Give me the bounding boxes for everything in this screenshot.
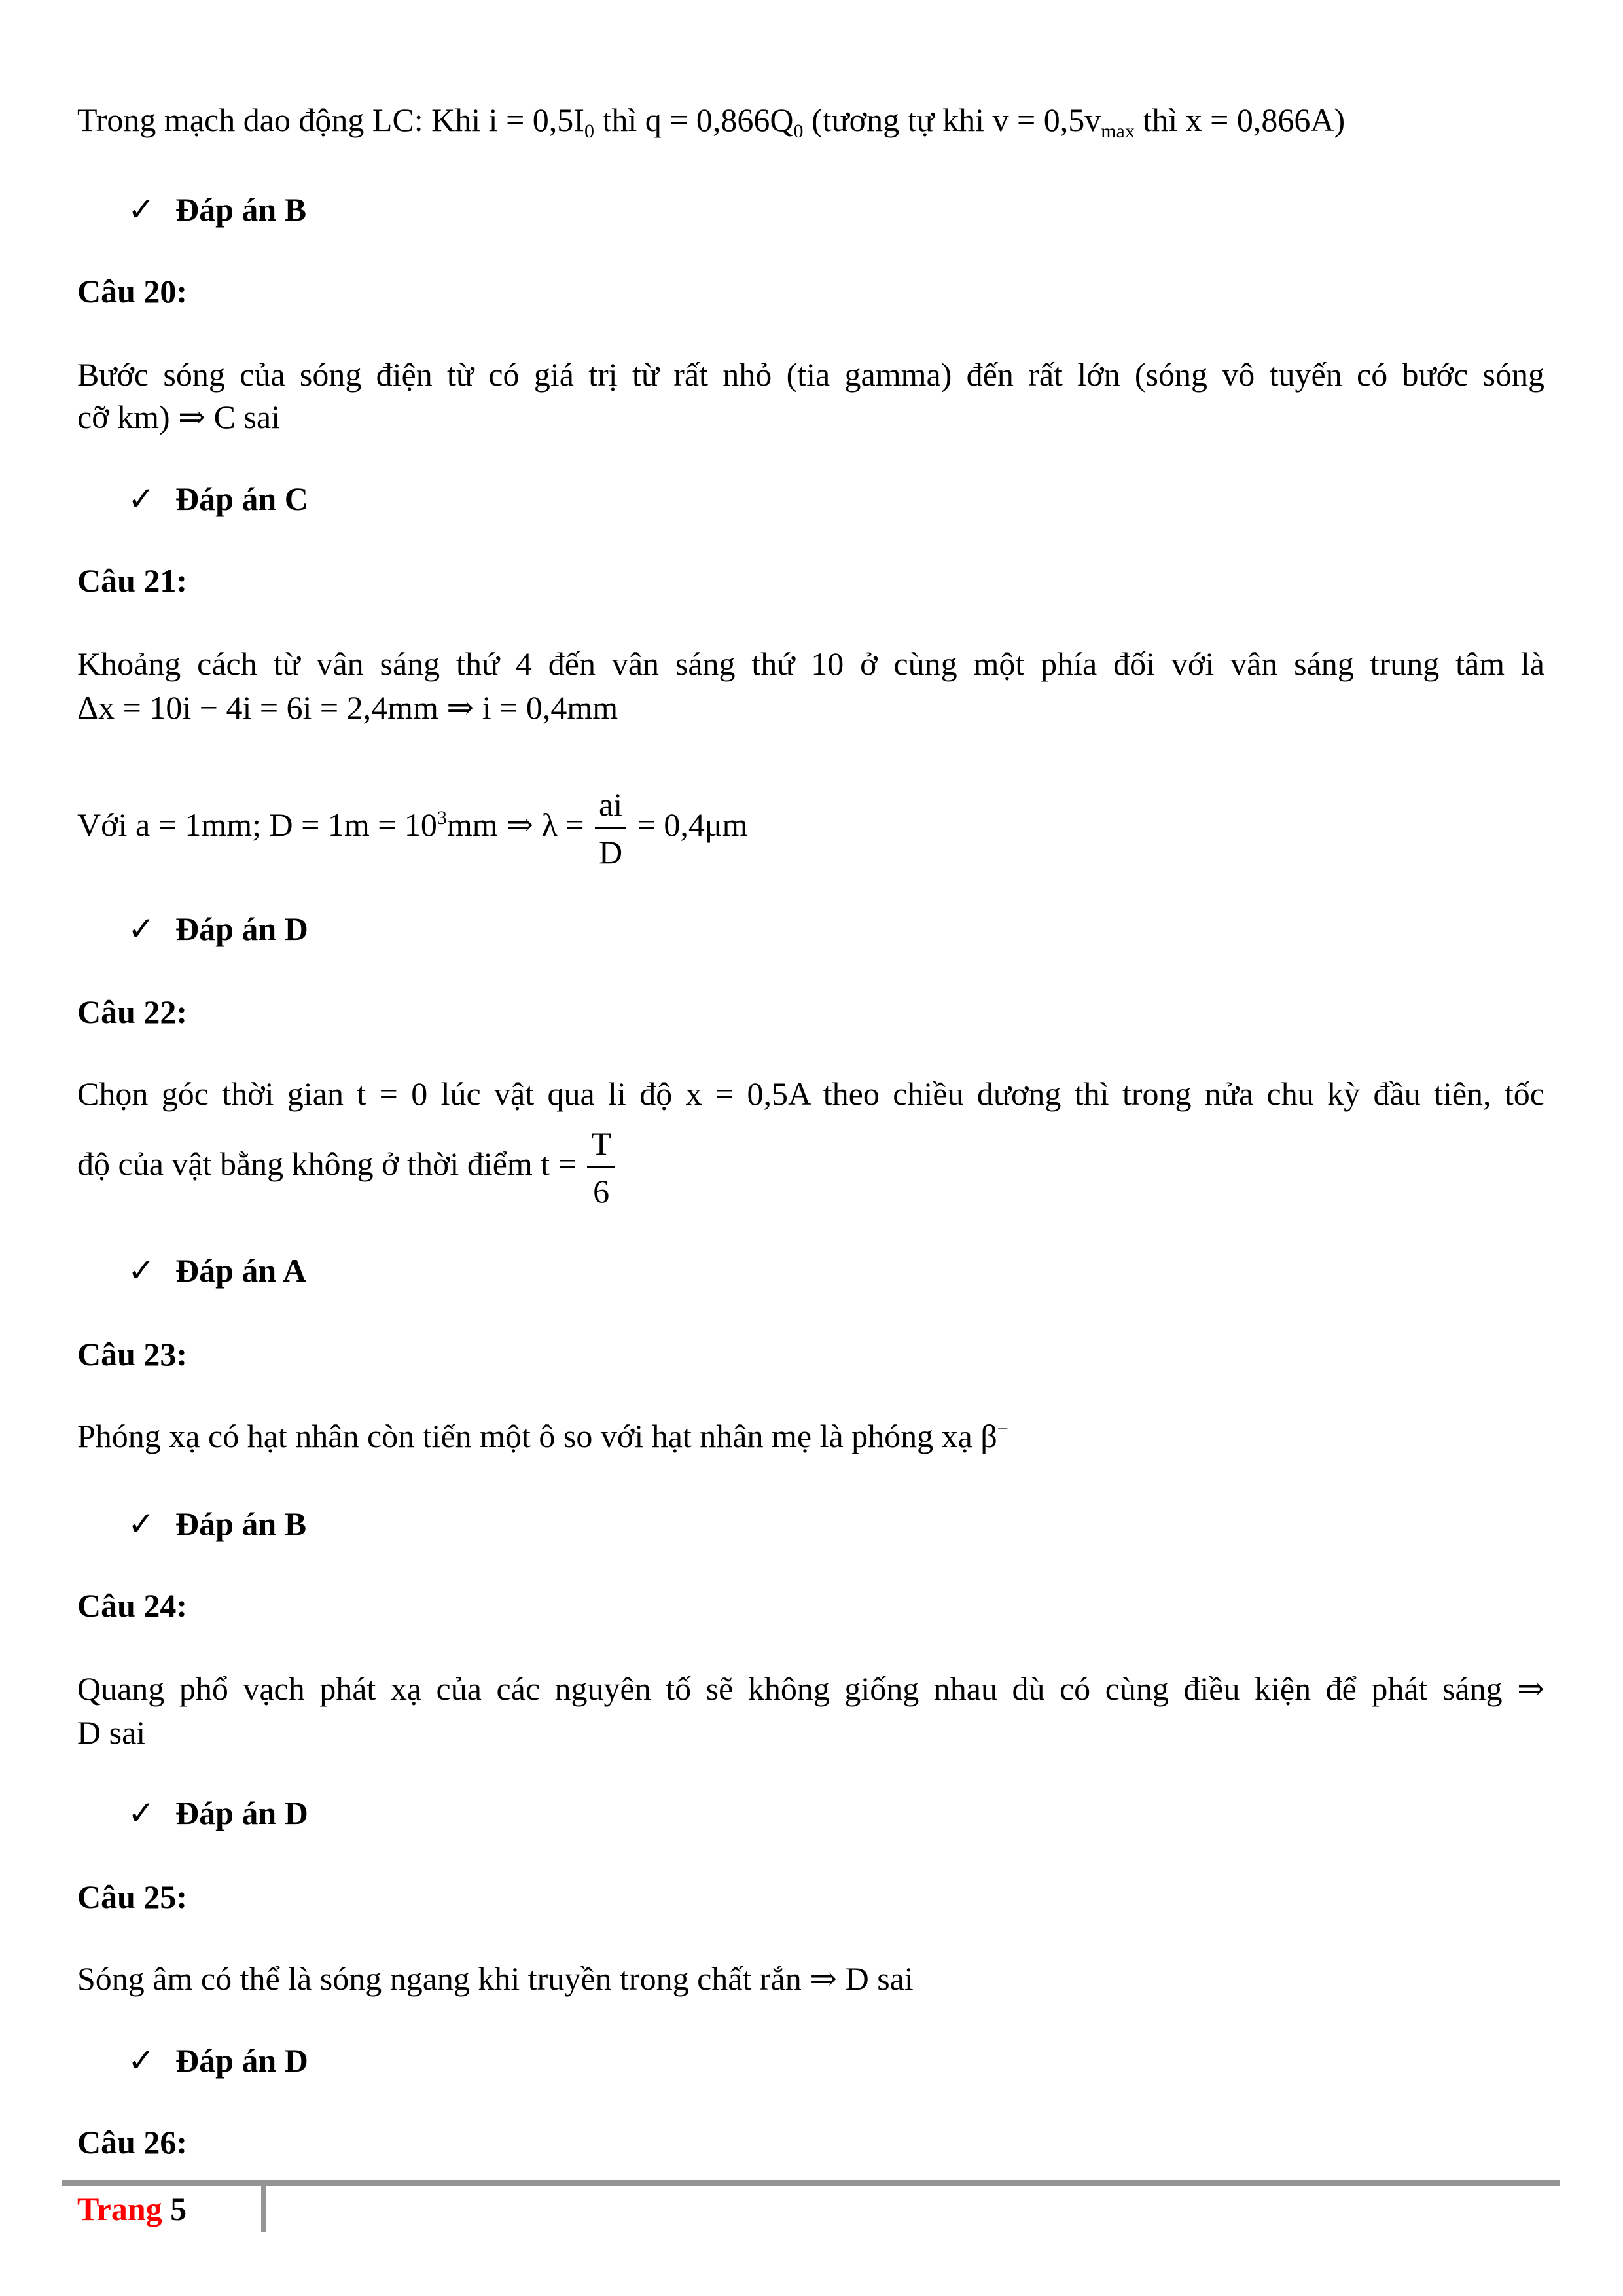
text-line	[77, 100, 1346, 142]
formula-line	[77, 779, 748, 875]
check-icon: ✓	[128, 191, 155, 228]
page-footer	[77, 2189, 187, 2229]
page-number: 5	[170, 2191, 187, 2227]
text-line: cỡ km) ⇒ C sai	[77, 399, 280, 435]
text-line: Khoảng cách từ vân sáng thứ 4 đến vân sáng thứ 10 ở cùng một phía đối với vân sáng trung tâm là	[77, 645, 1544, 682]
text: Phóng xạ có hạt nhân còn tiến một ô so với hạt nhân mẹ là phóng xạ β	[77, 1418, 997, 1454]
text: Trong mạch dao động LC: Khi i = 0,5I	[77, 101, 584, 138]
check-icon: ✓	[128, 480, 155, 517]
answer-label: Đáp án D	[175, 1795, 308, 1831]
text-line	[77, 1416, 1008, 1456]
text-line: Bước sóng của sóng điện từ có giá trị từ rất nhỏ (tia gamma) đến rất lớn (sóng vô tuyến có bước sóng	[77, 356, 1544, 393]
text: thì x = 0,866A)	[1134, 101, 1346, 138]
check-icon: ✓	[128, 910, 155, 947]
formula-line	[77, 1118, 618, 1214]
answer-line	[128, 2041, 308, 2080]
text: thì q = 0,866Q	[594, 101, 794, 138]
answer-line	[128, 190, 306, 229]
footer-divider	[261, 2186, 266, 2232]
check-icon: ✓	[128, 1795, 155, 1831]
answer-line	[128, 1504, 306, 1543]
text: mm ⇒ λ =	[446, 806, 593, 843]
fraction	[595, 781, 626, 875]
answer-line	[128, 909, 308, 948]
text: (tương tự khi v = 0,5v	[803, 101, 1101, 138]
answer-label: Đáp án A	[175, 1252, 307, 1289]
text: = 0,4μm	[629, 806, 748, 843]
question-heading: Câu 24:	[77, 1587, 188, 1624]
numerator: ai	[595, 781, 626, 829]
question-heading: Câu 26:	[77, 2124, 188, 2161]
answer-label: Đáp án D	[175, 910, 308, 947]
fraction	[587, 1121, 615, 1214]
question-heading: Câu 21:	[77, 562, 188, 599]
subscript: max	[1101, 120, 1135, 142]
answer-line	[128, 479, 308, 518]
denominator: D	[599, 834, 623, 871]
text: Với a = 1mm; D = 1m = 10	[77, 806, 437, 843]
question-heading: Câu 25:	[77, 1878, 188, 1915]
text-line: D sai	[77, 1714, 146, 1751]
text-line: Sóng âm có thể là sóng ngang khi truyền trong chất rắn ⇒ D sai	[77, 1960, 914, 1997]
check-icon: ✓	[128, 1252, 155, 1289]
text-line: Δx = 10i − 4i = 6i = 2,4mm ⇒ i = 0,4mm	[77, 689, 618, 726]
check-icon: ✓	[128, 2042, 155, 2079]
answer-label: Đáp án C	[175, 480, 308, 517]
question-heading: Câu 20:	[77, 273, 188, 310]
answer-line	[128, 1793, 308, 1833]
subscript: 0	[793, 120, 804, 142]
footer-label: Trang	[77, 2191, 162, 2227]
text-line: Quang phổ vạch phát xạ của các nguyên tố sẽ không giống nhau dù có cùng điều kiện để phát sáng ⇒	[77, 1670, 1544, 1707]
answer-label: Đáp án D	[175, 2042, 308, 2079]
question-heading: Câu 22:	[77, 994, 188, 1030]
numerator: T	[587, 1121, 615, 1168]
answer-label: Đáp án B	[175, 1505, 307, 1542]
answer-line	[128, 1251, 306, 1290]
subscript: 0	[584, 120, 594, 142]
footer-rule	[62, 2180, 1560, 2186]
check-icon: ✓	[128, 1505, 155, 1542]
superscript: −	[997, 1418, 1008, 1440]
answer-label: Đáp án B	[175, 191, 307, 228]
text: độ của vật bằng không ở thời điểm t =	[77, 1145, 585, 1182]
question-heading: Câu 23:	[77, 1336, 188, 1372]
superscript: 3	[437, 807, 447, 829]
denominator: 6	[593, 1173, 610, 1210]
text-line: Chọn góc thời gian t = 0 lúc vật qua li độ x = 0,5A theo chiều dương thì trong nửa chu kỳ đầu tiên, tốc	[77, 1075, 1544, 1112]
